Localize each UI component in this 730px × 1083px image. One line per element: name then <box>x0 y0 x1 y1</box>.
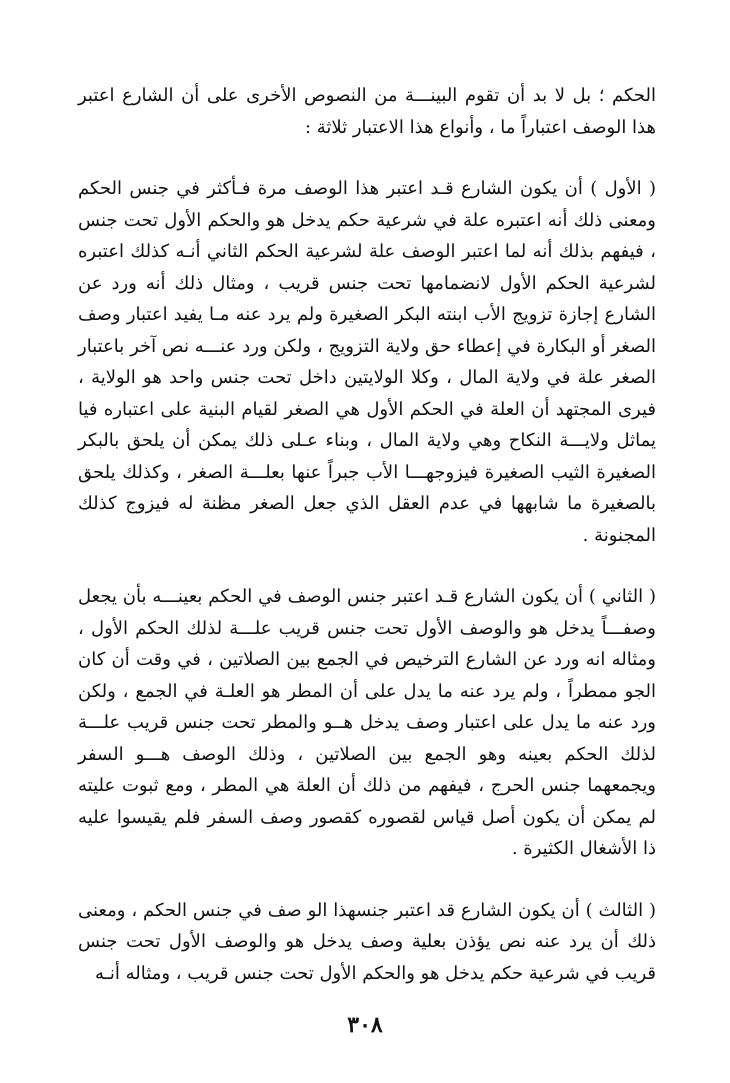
paragraph-second-type: ( الثاني ) أن يكون الشارع قـد اعتبر جنس الوصف في الحكم بعينـــه بأن يجعل وصفـــاً يدخل هو والوصف الأول تحت جنس قريب علـــة لذلك الحكم الأول ، ومثاله انه ورد عن الشارع الترخيص في الجمع بين الصلاتين ، في وقت أن كان الجو ممطراً ، ولم يرد عنه ما يدل على أن المطر هو العلـة في الجمع ، ولكن ورد عنه ما يدل على اعتبار وصف يدخل هــو والمطر تحت جنس قريب علـــة لذلك الحكم بعينه وهو الجمع بين الصلاتين ، وذلك الوصف هـــو السفر ويجمعهما جنس الحرج ، فيفهم من ذلك أن العلة هي المطر ، ومع ثبوت عليته لم يمكن أن يكون أصل قياس لقصوره كقصور وصف السفر فلم يقيسوا عليه ذا الأشغال الكثيرة . <box>78 586 656 859</box>
paragraph-gap <box>78 551 656 581</box>
paragraph-gap <box>78 865 656 895</box>
paragraph-third-type: ( الثالث ) أن يكون الشارع قد اعتبر جنسهذا الو صف في جنس الحكم ، ومعنى ذلك أن يرد عنه نص يؤذن بعلية وصف يدخل هو والوصف الأول تحت جنس قريب في شرعية حكم يدخل هو والحكم الأول تحت جنس قريب ، ومثاله أنـه <box>78 899 656 984</box>
page-number: ٣٠٨ <box>347 1012 383 1038</box>
paragraph-first-type: ( الأول ) أن يكون الشارع قـد اعتبر هذا الوصف مرة فـأكثر في جنس الحكم ومعنى ذلك أنه اعتبره علة في شرعية حكم يدخل هو والحكم الأول تحت جنس ، فيفهم بذلك أنه لما اعتبر الوصف علة لشرعية الحكم الثاني أنـه كذلك اعتبره لشرعية الحكم الأول لانضمامها تحت جنس قريب ، ومثال ذلك أنه ورد عن الشارع إجازة تزويج الأب ابنته البكر الصغيرة ولم يرد عنه مـا يفيد اعتبار وصف الصغر أو البكارة في إعطاء حق ولاية التزويج ، ولكن ورد عنـــه نص آخر باعتبار الصغر علة في ولاية المال ، وكلا الولايتين داخل تحت جنس واحد هو الولاية ، فيرى المجتهد أن العلة في الحكم الأول هي الصغر لقيام البنية على اعتباره فيا يماثل ولايـــة النكاح وهي ولاية المال ، وبناء عـلى ذلك يمكن أن يلحق بالبكر الصغيرة الثيب الصغيرة فيزوجهـــا الأب جبراً عنها بعلـــة الصغر ، وكذلك يلحق بالصغيرة ما شابهها في عدم العقل الذي جعل الصغر مظنة له فيزوج كذلك المجنونة . <box>78 178 656 546</box>
page-body <box>78 80 656 989</box>
paragraph-intro: الحكم ؛ بل لا بد أن تقوم البينـــة من النصوص الأخرى على أن الشارع اعتبر هذا الوصف اعتباراً ما ، وأنواع هذا الاعتبار ثلاثة : <box>78 85 656 138</box>
paragraph-gap <box>78 143 656 173</box>
